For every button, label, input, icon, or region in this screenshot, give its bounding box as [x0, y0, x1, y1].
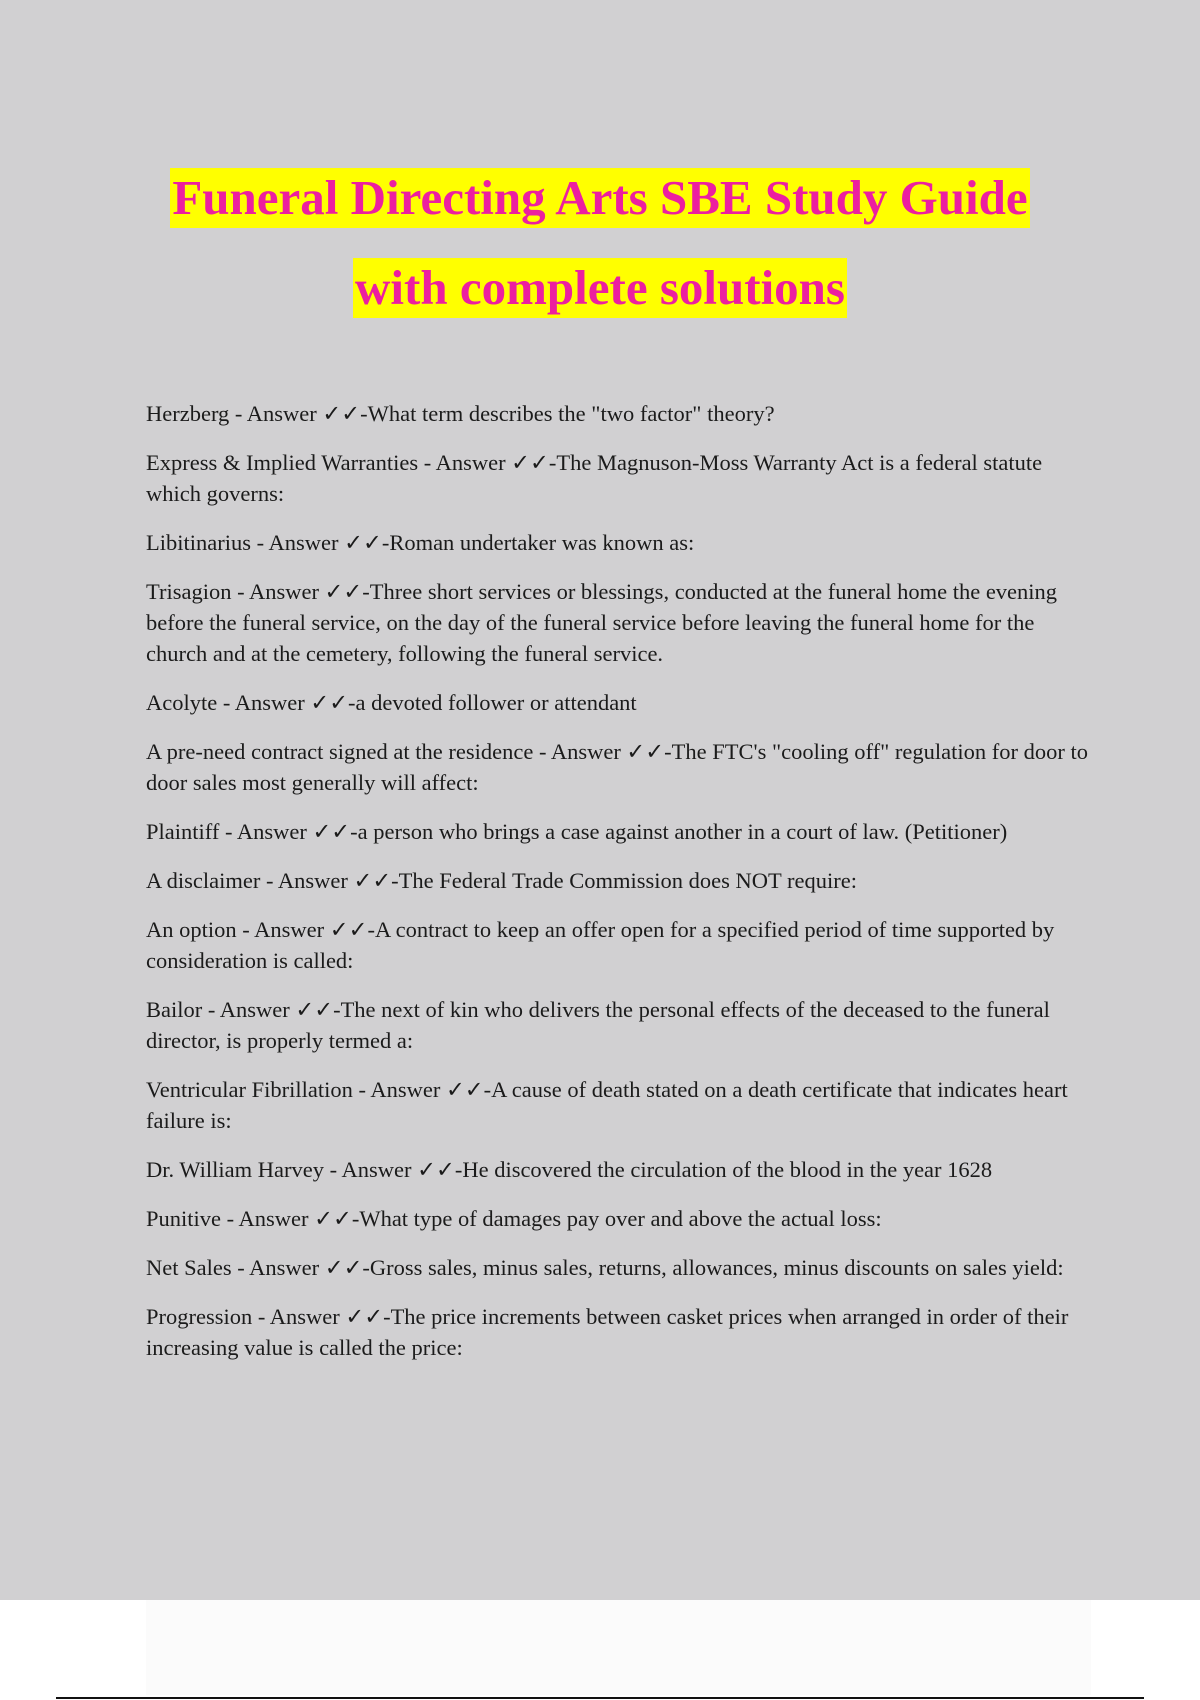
- qa-question: Gross sales, minus sales, returns, allowances, minus discounts on sales yield:: [369, 1255, 1064, 1280]
- qa-question: The Federal Trade Commission does NOT require:: [398, 868, 857, 893]
- answer-separator: - Answer ✓✓-: [217, 690, 356, 715]
- qa-term: A disclaimer: [146, 868, 261, 893]
- answer-separator: - Answer ✓✓-: [219, 819, 358, 844]
- qa-item: [146, 1074, 1091, 1136]
- answer-separator: - Answer ✓✓-: [324, 1157, 463, 1182]
- qa-item: [146, 687, 1091, 718]
- qa-term: Punitive: [146, 1206, 222, 1231]
- answer-separator: - Answer ✓✓-: [260, 868, 399, 893]
- qa-question: The price increments between casket prices when arranged in order of their increasing value is called the price:: [146, 1304, 1069, 1360]
- qa-question: Three short services or blessings, conducted at the funeral home the evening before the funeral service, on the day of the funeral service before leaving the funeral home for the church and at the cemetery, following the funeral service.: [146, 579, 1058, 666]
- answer-separator: - Answer ✓✓-: [221, 1206, 360, 1231]
- answer-separator: - Answer ✓✓-: [231, 579, 370, 604]
- qa-question: a person who brings a case against another in a court of law. (Petitioner): [357, 819, 1008, 844]
- qa-question: The next of kin who delivers the personal effects of the deceased to the funeral director, is properly termed a:: [146, 997, 1050, 1053]
- qa-term: A pre-need contract signed at the residence: [146, 739, 534, 764]
- qa-item: [146, 527, 1091, 558]
- qa-item: [146, 736, 1091, 798]
- qa-item: [146, 1252, 1091, 1283]
- answer-separator: - Answer ✓✓-: [418, 450, 557, 475]
- qa-item: [146, 1203, 1091, 1234]
- qa-item: [146, 865, 1091, 896]
- qa-question: A cause of death stated on a death certificate that indicates heart failure is:: [146, 1077, 1068, 1133]
- qa-item: [146, 816, 1091, 847]
- qa-term: Net Sales: [146, 1255, 232, 1280]
- title-line-1: Funeral Directing Arts SBE Study Guide: [170, 168, 1029, 228]
- qa-item: [146, 914, 1091, 976]
- answer-separator: - Answer ✓✓-: [202, 997, 341, 1022]
- answer-separator: - Answer ✓✓-: [231, 1255, 370, 1280]
- qa-term: Libitinarius: [146, 530, 251, 555]
- answer-separator: - Answer ✓✓-: [229, 401, 368, 426]
- qa-term: An option: [146, 917, 237, 942]
- title-line-2: with complete solutions: [353, 258, 847, 318]
- footer-divider: [56, 1697, 1144, 1699]
- answer-separator: - Answer ✓✓-: [251, 530, 390, 555]
- qa-term: Acolyte: [146, 690, 218, 715]
- next-page-strip: [146, 1600, 1091, 1695]
- qa-item: [146, 994, 1091, 1056]
- document-title: [0, 168, 1200, 318]
- qa-question: The FTC's "cooling off" regulation for door to door sales most generally will affect:: [146, 739, 1088, 795]
- answer-separator: - Answer ✓✓-: [236, 917, 375, 942]
- qa-term: Bailor: [146, 997, 203, 1022]
- qa-question: The Magnuson-Moss Warranty Act is a federal statute which governs:: [146, 450, 1043, 506]
- qa-item: [146, 1154, 1091, 1185]
- qa-question: What type of damages pay over and above the actual loss:: [359, 1206, 882, 1231]
- qa-question: A contract to keep an offer open for a specified period of time supported by consideration is called:: [146, 917, 1055, 973]
- qa-question: Roman undertaker was known as:: [389, 530, 695, 555]
- qa-item: [146, 447, 1091, 509]
- answer-separator: - Answer ✓✓-: [252, 1304, 391, 1329]
- answer-separator: - Answer ✓✓-: [533, 739, 672, 764]
- answer-separator: - Answer ✓✓-: [352, 1077, 492, 1102]
- qa-term: Progression: [146, 1304, 253, 1329]
- qa-term: Dr. William Harvey: [146, 1157, 325, 1182]
- qa-term: Plaintiff: [146, 819, 220, 844]
- qa-item: [146, 398, 1091, 429]
- qa-item: [146, 1301, 1091, 1363]
- qa-term: Trisagion: [146, 579, 232, 604]
- qa-term: Ventricular Fibrillation: [146, 1077, 353, 1102]
- qa-question: a devoted follower or attendant: [355, 690, 637, 715]
- qa-term: Herzberg: [146, 401, 230, 426]
- qa-question: He discovered the circulation of the blood in the year 1628: [462, 1157, 993, 1182]
- qa-term: Express & Implied Warranties: [146, 450, 419, 475]
- qa-item: [146, 576, 1091, 669]
- qa-list: [146, 398, 1091, 1381]
- qa-question: What term describes the "two factor" theory?: [367, 401, 775, 426]
